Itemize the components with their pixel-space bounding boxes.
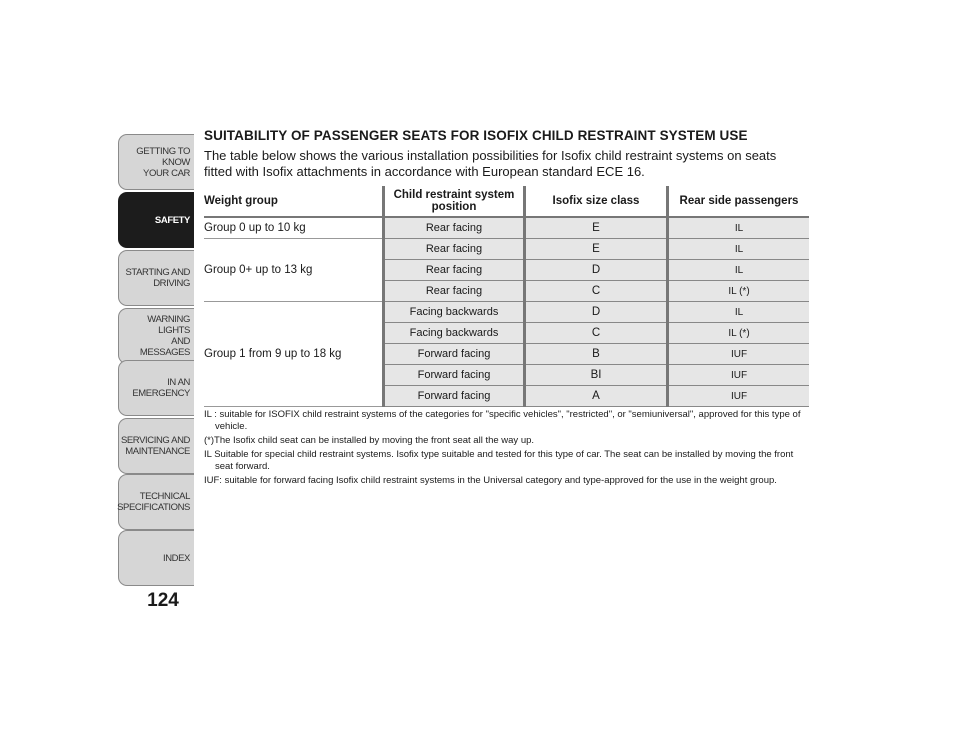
- rear-passenger-cell: IUF: [668, 344, 810, 365]
- size-class-cell: C: [525, 281, 668, 302]
- tab-getting-to-know[interactable]: [118, 134, 194, 190]
- position-cell: Forward facing: [384, 344, 525, 365]
- weight-group-cell: Group 0 up to 10 kg: [204, 217, 384, 239]
- size-class-cell: BI: [525, 365, 668, 386]
- rear-passenger-cell: IL (*): [668, 281, 810, 302]
- tab-label: STARTING AND DRIVING: [125, 267, 190, 289]
- tab-label: SERVICING AND MAINTENANCE: [120, 435, 190, 457]
- rear-passenger-cell: IL: [668, 302, 810, 323]
- size-class-cell: D: [525, 302, 668, 323]
- tab-label: GETTING TO KNOW YOUR CAR: [136, 145, 190, 179]
- header-weight-group: Weight group: [204, 186, 384, 217]
- footnote: IL : suitable for ISOFIX child restraint systems of the categories for "specific vehicles", "restricted", or "semiuniversal", approved for this type of vehicle.: [204, 409, 801, 432]
- tab-label: SAFETY: [154, 214, 190, 226]
- position-cell: Rear facing: [384, 239, 525, 260]
- footnote: IUF: suitable for forward facing Isofix child restraint systems in the Universal category and type-approved for the use in the weight group.: [204, 475, 777, 486]
- table-header-row: [204, 186, 809, 217]
- position-cell: Facing backwards: [384, 302, 525, 323]
- tab-in-an-emergency[interactable]: [118, 360, 194, 416]
- position-cell: Rear facing: [384, 217, 525, 239]
- rear-passenger-cell: IL (*): [668, 323, 810, 344]
- size-class-cell: A: [525, 386, 668, 407]
- size-class-cell: B: [525, 344, 668, 365]
- tab-index[interactable]: [118, 530, 194, 586]
- tab-safety[interactable]: [118, 192, 194, 248]
- header-rear-passengers: Rear side passengers: [668, 186, 810, 217]
- table-row: [204, 217, 809, 239]
- rear-passenger-cell: IL: [668, 260, 810, 281]
- table-row: [204, 239, 809, 260]
- rear-passenger-cell: IL: [668, 239, 810, 260]
- header-size-class: Isofix size class: [525, 186, 668, 217]
- size-class-cell: C: [525, 323, 668, 344]
- footnote: IL Suitable for special child restraint systems. Isofix type suitable and tested for this type of car. The seat can be installed by moving the front seat forward.: [204, 449, 794, 472]
- size-class-cell: E: [525, 239, 668, 260]
- size-class-cell: E: [525, 217, 668, 239]
- tab-technical-specs[interactable]: [118, 474, 194, 530]
- tab-label: IN AN EMERGENCY: [132, 377, 190, 399]
- page-number: 124: [147, 590, 179, 611]
- tab-label: TECHNICAL SPECIFICATIONS: [117, 491, 190, 513]
- position-cell: Facing backwards: [384, 323, 525, 344]
- tab-label: INDEX: [162, 552, 190, 564]
- table-footnotes: [204, 409, 802, 487]
- rear-passenger-cell: IUF: [668, 365, 810, 386]
- tab-servicing[interactable]: [118, 418, 194, 474]
- rear-passenger-cell: IL: [668, 217, 810, 239]
- intro-paragraph: The table below shows the various installation possibilities for Isofix child restraint systems on seats fitted with Isofix attachments in accordance with European standard ECE 16.: [204, 148, 777, 179]
- tab-warning-lights[interactable]: [118, 308, 194, 364]
- position-cell: Forward facing: [384, 365, 525, 386]
- weight-group-cell: Group 0+ up to 13 kg: [204, 239, 384, 302]
- header-position: Child restraint system position: [384, 186, 525, 217]
- tab-label: WARNING LIGHTS AND MESSAGES: [139, 314, 190, 358]
- size-class-cell: D: [525, 260, 668, 281]
- position-cell: Forward facing: [384, 386, 525, 407]
- weight-group-cell: Group 1 from 9 up to 18 kg: [204, 302, 384, 407]
- table-row: [204, 302, 809, 323]
- page-title: SUITABILITY OF PASSENGER SEATS FOR ISOFIX CHILD RESTRAINT SYSTEM USE: [204, 128, 748, 143]
- footnote: (*)The Isofix child seat can be installed by moving the front seat all the way up.: [204, 435, 535, 446]
- isofix-suitability-table: [204, 186, 809, 407]
- position-cell: Rear facing: [384, 260, 525, 281]
- tab-starting-and-driving[interactable]: [118, 250, 194, 306]
- position-cell: Rear facing: [384, 281, 525, 302]
- page-content: [204, 128, 802, 489]
- rear-passenger-cell: IUF: [668, 386, 810, 407]
